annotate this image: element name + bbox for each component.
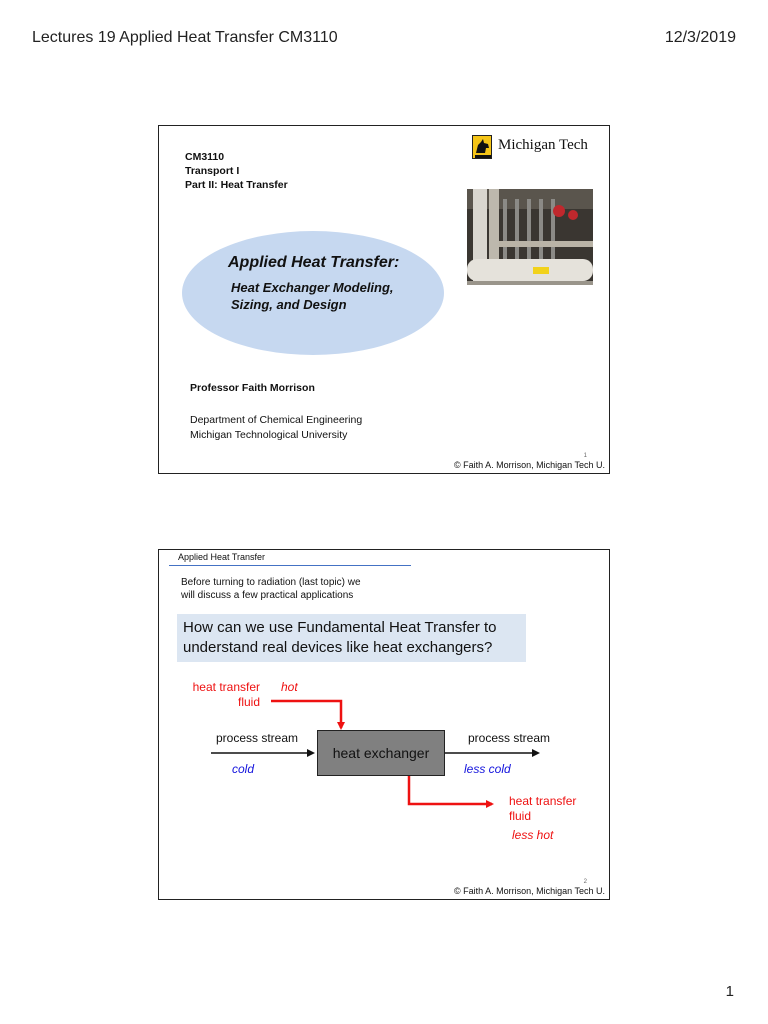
heat-exchanger-label: heat exchanger (332, 745, 430, 761)
question-line: understand real devices like heat exchangers? (183, 639, 493, 656)
intro-line: will discuss a few practical applications (181, 590, 354, 601)
page-header-title: Lectures 19 Applied Heat Transfer CM3110 (32, 29, 338, 46)
page-number: 1 (725, 983, 734, 1000)
process-inlet-label: process stream (216, 731, 299, 745)
htf-inlet-state: hot (281, 680, 298, 694)
professor-name: Professor Faith Morrison (190, 382, 315, 394)
university-name: Michigan Technological University (190, 429, 348, 441)
copyright (453, 879, 605, 896)
copyright (453, 453, 605, 470)
copyright-text: © Faith A. Morrison, Michigan Tech U. (453, 460, 605, 470)
process-outlet-state: less cold (464, 762, 511, 776)
course-code: CM3110 (185, 151, 225, 163)
husky-logo-icon (472, 135, 492, 159)
htf-outlet-label-line: fluid (509, 809, 532, 823)
heat-exchanger-photo (467, 189, 593, 285)
question-line: How can we use Fundamental Heat Transfer to (183, 619, 497, 636)
slide-number: 2 (583, 879, 587, 885)
slide-number: 1 (583, 453, 587, 459)
department-info (190, 413, 362, 443)
htf-inlet-label (188, 680, 260, 710)
course-part: Part II: Heat Transfer (185, 179, 288, 191)
process-outlet-label: process stream (468, 731, 551, 745)
department-name: Department of Chemical Engineering (190, 414, 363, 426)
subtitle-line: Sizing, and Design (231, 297, 347, 312)
htf-inlet-arrow (271, 701, 341, 728)
slide-title: Applied Heat Transfer: (228, 254, 400, 271)
subtitle-line: Heat Exchanger Modeling, (231, 280, 394, 295)
flow-arrows (159, 550, 609, 899)
course-info (185, 150, 288, 192)
slide-header: Applied Heat Transfer (178, 552, 266, 562)
htf-outlet-label-line: heat transfer (509, 794, 577, 808)
logo-text: Michigan Tech (498, 137, 588, 153)
htf-outlet-label (509, 794, 576, 824)
michigan-tech-logo (472, 135, 602, 159)
course-name: Transport I (185, 165, 240, 177)
page-header-date: 12/3/2019 (664, 29, 736, 46)
htf-outlet-arrow (409, 776, 492, 804)
slide-2 (158, 549, 610, 900)
slide-1 (158, 125, 610, 474)
intro-line: Before turning to radiation (last topic) we (181, 577, 361, 588)
process-inlet-state: cold (232, 762, 255, 776)
htf-inlet-label-line: heat transfer (192, 680, 260, 694)
copyright-text: © Faith A. Morrison, Michigan Tech U. (453, 886, 605, 896)
slide-subtitle (231, 279, 394, 313)
htf-inlet-label-line: fluid (237, 695, 260, 709)
htf-outlet-state: less hot (512, 828, 554, 842)
